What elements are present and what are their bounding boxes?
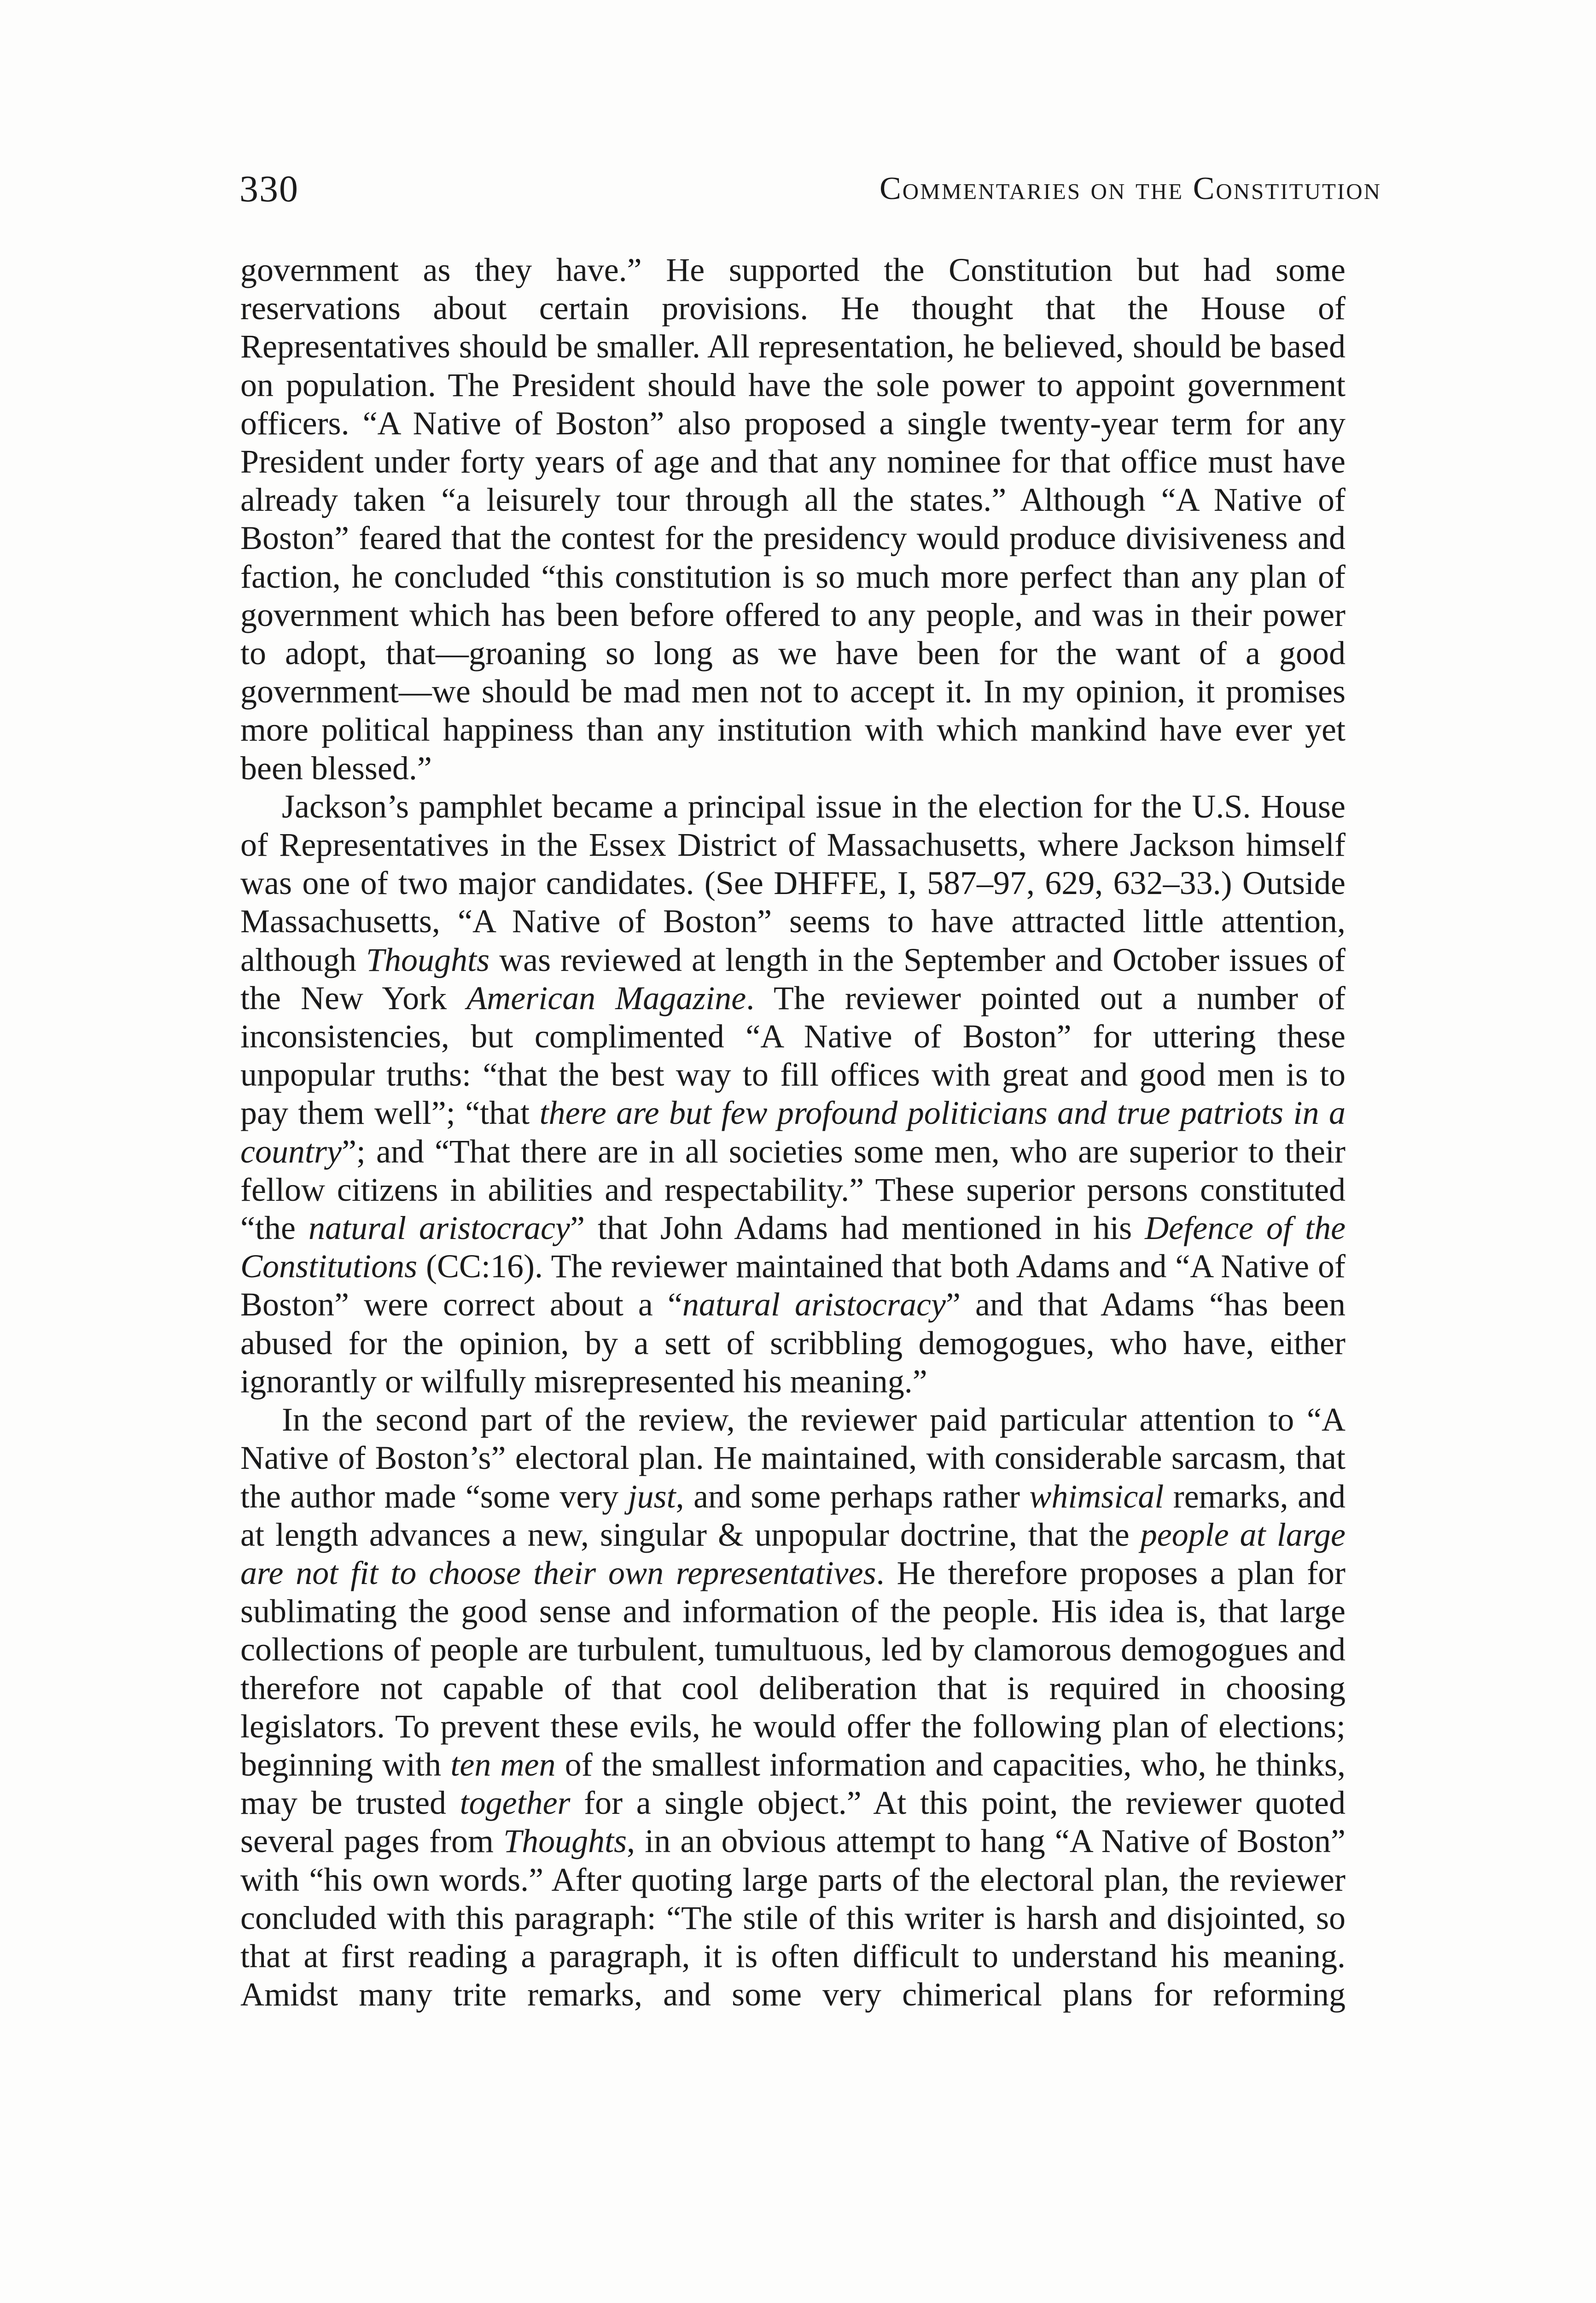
paragraph-2-segment-10: Defence of the Constitutions (240, 1210, 1346, 1285)
paragraph-3-segment-7: . He therefore proposes a plan for sublimating the good sense and information of the people. His idea is, that large collections of people are turbulent, tumultuous, led by clamorous demogogues and therefore not capable of that cool deliberation that is required in choosing legislators. To prevent these evils, he would offer the following plan of elections; beginning with (240, 1554, 1346, 1783)
paragraph-2 (240, 788, 1346, 1401)
paragraph-3-segment-1: In the second part of the review, the reviewer paid particular attention to “A Native of Boston’s” electoral plan. He maintained, with considerable sarcasm, that the author made “some very (240, 1401, 1346, 1515)
page-number: 330 (239, 168, 299, 210)
paragraph-2-segment-5: . The reviewer pointed out a number of inconsistencies, but complimented “A Native of Boston” for uttering these unpopular truths: “that the best way to fill offices with great and good men is to pay them well”; “that (240, 979, 1346, 1132)
paragraph-1-segment-1: government as they have.” He supported the Constitution but had some reservations about certain provisions. He thought that the House of Representatives should be smaller. All representation, he believed, should be based on population. The President should have the sole power to appoint government officers. “A Native of Boston” also proposed a single twenty-year term for any President under forty years of age and that any nominee for that office must have already taken “a leisurely tour through all the states.” Although “A Native of Boston” feared that the contest for the presidency would produce divisiveness and faction, he concluded “this constitution is so much more perfect than any plan of government which has been before offered to any people, and was in their power to adopt, that—groaning so long as we have been for the want of a good government—we should be mad men not to accept it. In my opinion, it promises more political happiness than any institution with which mankind have ever yet been blessed.” (240, 251, 1346, 787)
running-title: Commentaries on the Constitution (880, 171, 1381, 206)
paragraph-3-segment-2: just (628, 1478, 676, 1515)
paragraph-3-segment-11: for a single object.” At this point, the reviewer quoted several pages from (240, 1784, 1346, 1860)
paragraph-2-segment-12: natural aristocracy (682, 1286, 946, 1323)
paragraph-3-segment-8: ten men (450, 1746, 556, 1783)
paragraph-2-segment-13: ” and that Adams “has been abused for the opinion, by a sett of scribbling demogogues, who have, either ignorantly or wilfully misrepresented his meaning.” (240, 1286, 1346, 1400)
paragraph-3-segment-5: remarks, and at length advances a new, singular & unpopular doctrine, that the (240, 1478, 1346, 1553)
paragraph-3-segment-10: together (460, 1784, 571, 1822)
paragraph-3-segment-4: whimsical (1029, 1478, 1164, 1515)
paragraph-1 (240, 251, 1346, 788)
paragraph-2-segment-8: natural aristocracy (308, 1210, 570, 1247)
paragraph-3-segment-9: of the smallest information and capacities, who, he thinks, may be trusted (240, 1746, 1346, 1822)
body-text (240, 251, 1346, 2014)
paragraph-2-segment-2: Thoughts (366, 941, 490, 978)
paragraph-2-segment-9: ” that John Adams had mentioned in his (570, 1210, 1145, 1247)
paragraph-3-segment-13: , in an obvious attempt to hang “A Native of Boston” with “his own words.” After quoting large parts of the electoral plan, the reviewer concluded with this paragraph: “The stile of this writer is harsh and disjointed, so that at first reading a paragraph, it is often difficult to understand his meaning. Amidst many trite remarks, and some very chimerical plans for reforming (240, 1823, 1346, 2013)
running-head (239, 164, 1381, 214)
paragraph-3 (240, 1401, 1346, 2014)
paragraph-2-segment-1: Jackson’s pamphlet became a principal issue in the election for the U.S. House of Representatives in the Essex District of Massachusetts, where Jackson himself was one of two major candidates. (See DHFFE, I, 587–97, 629, 632–33.) Outside Massachusetts, “A Native of Boston” seems to have attracted little attention, although (240, 788, 1346, 978)
paragraph-3-segment-6: people at large are not fit to choose their own representatives (240, 1516, 1346, 1591)
paragraph-2-segment-6: there are but few profound politicians and true patriots in a country (240, 1094, 1346, 1170)
paragraph-2-segment-3: was reviewed at length in the September and October issues of the New York (240, 941, 1346, 1017)
paragraph-3-segment-12: Thoughts (503, 1823, 627, 1860)
paragraph-3-segment-3: , and some perhaps rather (676, 1478, 1030, 1515)
paragraph-2-segment-4: American Magazine (466, 979, 746, 1017)
paragraph-2-segment-11: (CC:16). The reviewer maintained that both Adams and “A Native of Boston” were correct about a “ (240, 1248, 1346, 1323)
paragraph-2-segment-7: ”; and “That there are in all societies some men, who are superior to their fellow citizens in abilities and respectability.” These superior persons constituted “the (240, 1133, 1346, 1247)
